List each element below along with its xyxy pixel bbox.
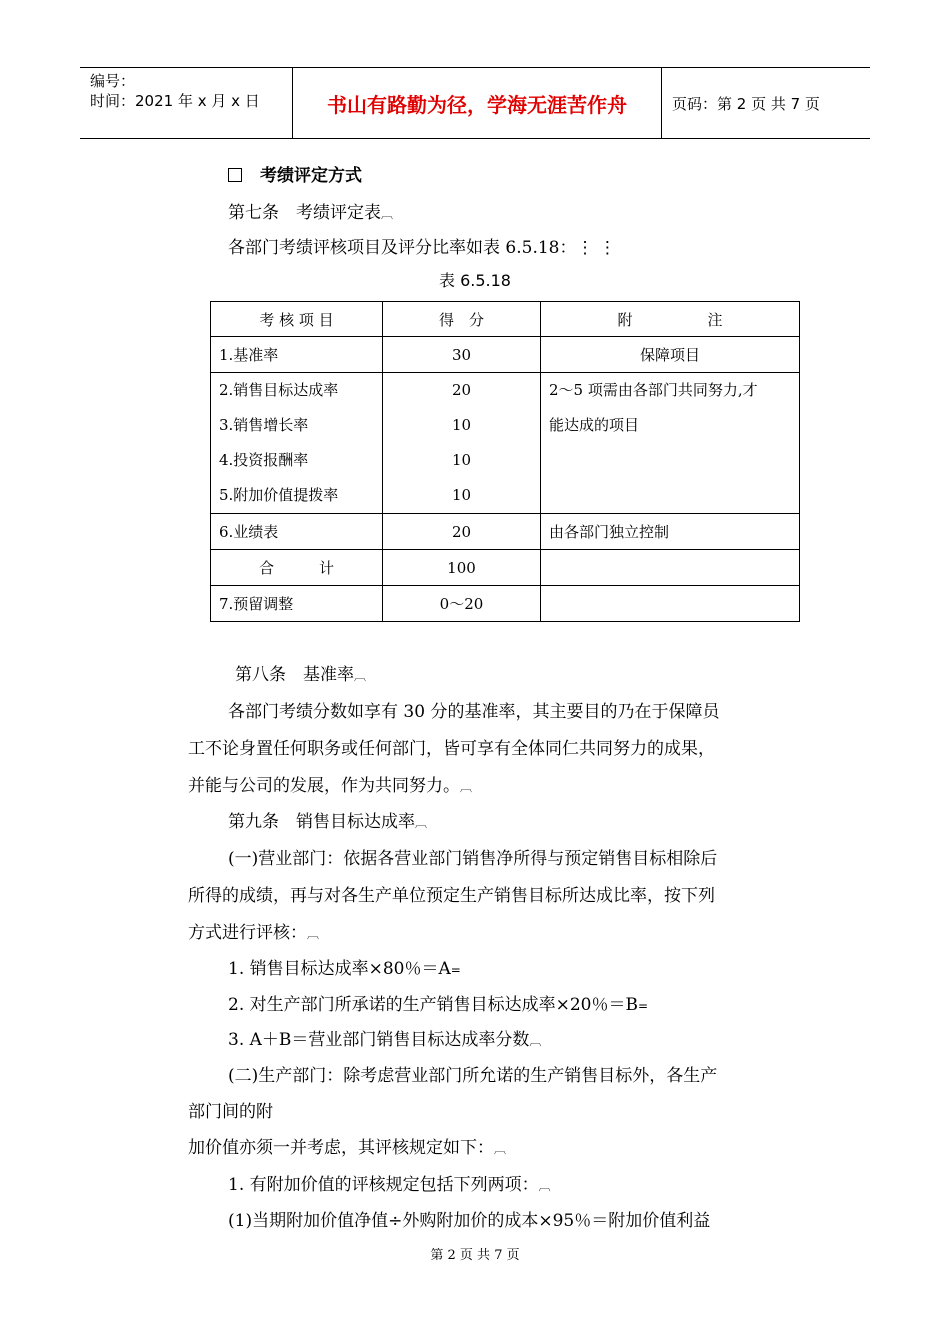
article8-title: 第八条 基准率︹: [235, 665, 367, 685]
header-slogan: 书山有路勤为径，学海无涯苦作舟: [293, 68, 662, 138]
number-label: 编号：: [90, 72, 136, 90]
score-cell: 100: [383, 550, 541, 586]
article8-line: 各部门考绩分数如享有 30 分的基准率，其主要目的乃在于保障员: [228, 702, 720, 722]
score-cell: 20: [383, 514, 541, 550]
formula-line: 3. A＋B＝营业部门销售目标达成率分数︹: [228, 1030, 542, 1050]
checkbox-icon: [228, 168, 242, 182]
paragraph-mark-icon: ︹: [460, 780, 473, 794]
article7-title: 第七条 考绩评定表︹: [228, 203, 394, 223]
section-title: 考绩评定方式: [260, 166, 362, 186]
article8-line: 工不论身置任何职务或任何部门，皆可享有全体同仁共同努力的成果，: [188, 739, 715, 759]
paragraph-mark-icon: ︹: [415, 816, 428, 830]
note-cell: [541, 550, 800, 586]
paragraph-mark-icon: ︹: [529, 1034, 542, 1048]
score-cell: 0～20: [383, 586, 541, 622]
item-cell: 7.预留调整: [211, 586, 383, 622]
article7-intro: 各部门考绩评核项目及评分比率如表 6.5.18：⋮ ⋮: [228, 238, 616, 258]
table-header-row: [211, 302, 800, 337]
note-cell: [541, 586, 800, 622]
page-footer: 第 2 页 共 7 页: [430, 1248, 520, 1263]
article9-title: 第九条 销售目标达成率︹: [228, 812, 428, 832]
item-cell: 6.业绩表: [211, 514, 383, 550]
table-row: [211, 514, 800, 550]
header-cell: 得 分: [383, 302, 541, 337]
paragraph-mark-icon: ︹: [381, 207, 394, 221]
formula-line: 2. 对生产部门所承诺的生产销售目标达成率×20％＝B=: [228, 995, 649, 1015]
formula-line: 1. 销售目标达成率×80％＝A=: [228, 959, 461, 979]
note-cell: 由各部门独立控制: [541, 514, 800, 550]
article9-production-line: 部门间的附: [188, 1102, 273, 1122]
item-cell: 合 计: [211, 550, 383, 586]
section-heading: [228, 161, 362, 186]
item-cell: 1.基准率: [211, 337, 383, 373]
header-meta: [80, 68, 293, 138]
time-label: 时间：2021 年 x 月 x 日: [90, 92, 260, 110]
article9-sales-line: (一)营业部门：依据各营业部门销售净所得与预定销售目标相除后: [228, 849, 718, 869]
table-row: [211, 550, 800, 586]
ellipsis-mark: ⋮ ⋮: [576, 238, 616, 258]
note-cell: 保障项目: [541, 337, 800, 373]
note-cell: 2～5 项需由各部门共同努力,才 能达成的项目: [541, 373, 800, 514]
article9-production-line: (二)生产部门：除考虑营业部门所允诺的生产销售目标外，各生产: [228, 1066, 718, 1086]
table-row: [211, 586, 800, 622]
item-cell: 2.销售目标达成率 3.销售增长率 4.投资报酬率 5.附加价值提拨率: [211, 373, 383, 514]
table-row: [211, 373, 800, 514]
rule1-item1: (1)当期附加价值净值÷外购附加价的成本×95％＝附加价值利益: [228, 1211, 711, 1231]
score-cell: 30: [383, 337, 541, 373]
rule1: 1. 有附加价值的评核规定包括下列两项：︹: [228, 1175, 551, 1195]
table-row: [211, 337, 800, 373]
paragraph-mark-icon: ︹: [494, 1142, 507, 1156]
header-page-info: 页码：第 2 页 共 7 页: [672, 94, 820, 113]
page-header: [80, 67, 870, 139]
article9-sales-line: 方式进行评核：︹: [188, 923, 320, 943]
paragraph-mark-icon: ︹: [354, 669, 367, 683]
article9-production-line: 加价值亦须一并考虑，其评核规定如下：︹: [188, 1138, 507, 1158]
header-cell: 附 注: [541, 302, 800, 337]
score-table: [210, 301, 800, 622]
article8-line: 并能与公司的发展，作为共同努力。︹: [188, 776, 473, 796]
header-cell: 考 核 项 目: [211, 302, 383, 337]
paragraph-mark-icon: ︹: [538, 1179, 551, 1193]
score-cell: 20 10 10 10: [383, 373, 541, 514]
paragraph-mark-icon: ︹: [307, 927, 320, 941]
table-caption: 表 6.5.18: [439, 271, 511, 290]
article9-sales-line: 所得的成绩，再与对各生产单位预定生产销售目标所达成比率，按下列: [188, 886, 715, 906]
